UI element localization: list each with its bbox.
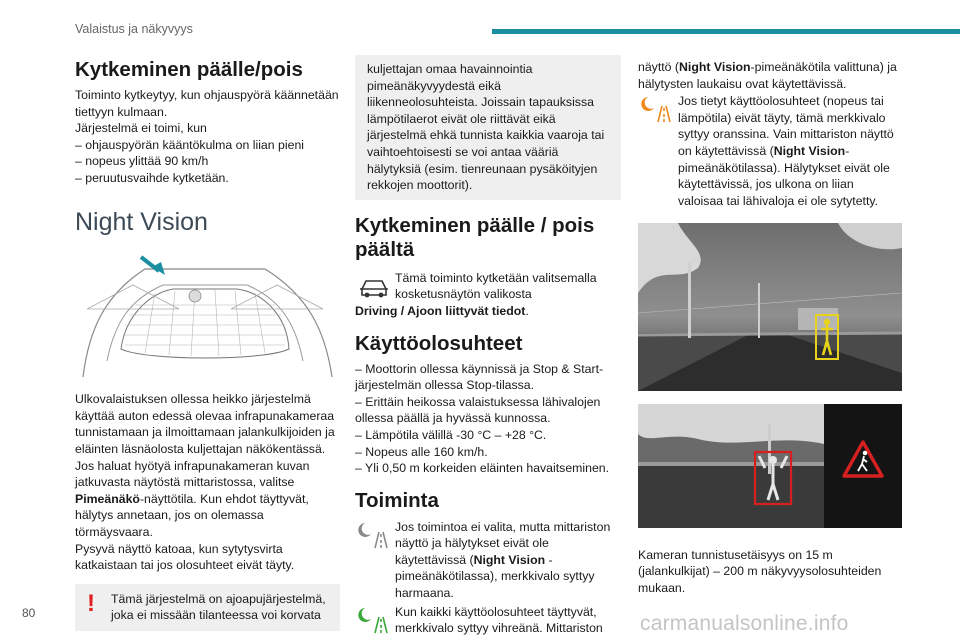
- warning-text: Tämä järjestelmä on ajoapujärjestelmä, joka ei missään tilanteessa voi korvata: [111, 591, 326, 623]
- night-vision-grey-indicator-icon: [357, 520, 391, 550]
- heading-switching: Kytkeminen päälle/pois: [75, 58, 303, 81]
- car-front-illustration: [75, 249, 340, 379]
- operation-orange: [638, 93, 902, 209]
- conditions-list: [355, 361, 621, 477]
- watermark: carmanualsonline.info: [640, 612, 849, 635]
- condition-item: – Yli 0,50 m korkeiden eläinten havaitseminen.: [355, 461, 610, 476]
- switching-text: [75, 87, 340, 187]
- image-caption: Kameran tunnistusetäisyys on 15 m (jalankulkijat) – 200 m näkyvyysolosuhteiden mukaan.: [638, 547, 882, 595]
- on-off-instruction: Tämä toiminto kytketään valitsemalla kosketusnäytön valikosta: [355, 270, 621, 303]
- body-paragraph: Jos haluat hyötyä infrapunakameran kuvan jatkuvasta näytöstä mittaristossa, valitse Pimeänäkö-näyttötila. Kun ehdot täyttyvät, hälytys annetaan, jos on olemassa törmäysvaara.: [75, 458, 310, 539]
- column-3: [638, 50, 902, 596]
- display-available-text: näyttö (Night Vision-pimeänäkötila valittuna) ja hälytysten laukaisu ovat käytettävissä.: [638, 60, 897, 91]
- switching-line: Järjestelmä ei toimi, kun: [75, 121, 207, 136]
- warning-exclamation-icon: !: [87, 589, 95, 617]
- condition-item: – Lämpötila välillä -30 °C – +28 °C.: [355, 427, 547, 442]
- condition-item: – Nopeus alle 160 km/h.: [355, 444, 488, 459]
- thermal-camera-image-pedestrian: [638, 223, 902, 391]
- warning-box: [75, 584, 340, 631]
- column-1: [75, 50, 340, 631]
- header-title: Valaistus ja näkyvyys: [75, 22, 193, 36]
- operation-orange-text: Jos tietyt käyttöolosuhteet (nopeus tai lämpötila) eivät täyty, tämä merkkivalo syttyy oranssina. Vain mittariston näyttö on käytettävissä (Night Vision-pimeänäkötilassa). Hälytykset eivät ole käytettävissä, jos ulkona on liian valoisaa tai lähivaloja ei ole sytytetty.: [678, 94, 894, 208]
- switching-line: – ohjauspyörän kääntökulma on liian pieni: [75, 137, 305, 152]
- night-vision-green-indicator-icon: [357, 605, 391, 635]
- condition-item: – Erittäin heikossa valaistuksessa lähivalojen ollessa päällä ja hyvässä kunnossa.: [355, 394, 601, 426]
- switching-line: Toiminto kytkeytyy, kun ohjauspyörä käännetään tiettyyn kulmaan.: [75, 88, 339, 119]
- operation-grey: [355, 519, 621, 602]
- switching-line: – nopeus ylittää 90 km/h: [75, 154, 209, 169]
- operation-green-text: Kun kaikki käyttöolosuhteet täyttyvät, merkkivalo syttyy vihreänä. Mittariston: [395, 604, 603, 636]
- thermal-camera-image-alert: [638, 404, 902, 528]
- night-vision-body: [75, 391, 340, 574]
- body-paragraph: Ulkovalaistuksen ollessa heikko järjestelmä käyttää auton edessä olevaa infrapunakameraa tunnistamaan ja ilmoittamaan jalankulkijoiden ja eläinten läsnäolosta kuljettajan näkökentässä.: [75, 392, 335, 456]
- condition-item: – Moottorin ollessa käynnissä ja Stop & Start-järjestelmän ollessa Stop-tilassa.: [355, 361, 604, 393]
- warning-continued-text: kuljettajan omaa havainnointia pimeänäkyvyydestä eikä liikenneolosuhteista. Joissain tapauksissa lämpötilaerot eivät ole riittävät eikä järjestelmä ehkä tunnista kaikkia vaaroja tai vaihtoehtoisesti se voi antaa vääriä hälytyksiä (esim. tienreunaan pysäköityjen rekkojen moottorit).: [367, 62, 605, 193]
- car-settings-icon: [357, 271, 391, 301]
- operation-green: [355, 604, 621, 637]
- on-off-menu-text: Driving / Ajoon liittyvät tiedot.: [355, 303, 529, 318]
- heading-night-vision: Night Vision: [75, 207, 208, 236]
- page-number: 80: [22, 606, 36, 620]
- column-2: [355, 50, 621, 637]
- header-accent-bar: [492, 29, 960, 34]
- switching-line: – peruutusvaihde kytketään.: [75, 170, 229, 185]
- body-paragraph: Pysyvä näyttö katoaa, kun sytytysvirta katkaistaan tai jos olosuhteet eivät täyty.: [75, 541, 295, 573]
- heading-operation: Toiminta: [355, 488, 439, 512]
- heading-conditions: Käyttöolosuhteet: [355, 331, 523, 355]
- night-vision-orange-indicator-icon: [640, 94, 674, 124]
- heading-on-off: Kytkeminen päälle / pois päältä: [355, 213, 595, 261]
- operation-grey-text: Jos toimintoa ei valita, mutta mittariston näyttö ja hälytykset eivät ole käytettävissä (Night Vision -pimeänäkötilassa), merkkivalo syttyy harmaana.: [395, 519, 611, 601]
- warning-continued-box: [355, 55, 621, 200]
